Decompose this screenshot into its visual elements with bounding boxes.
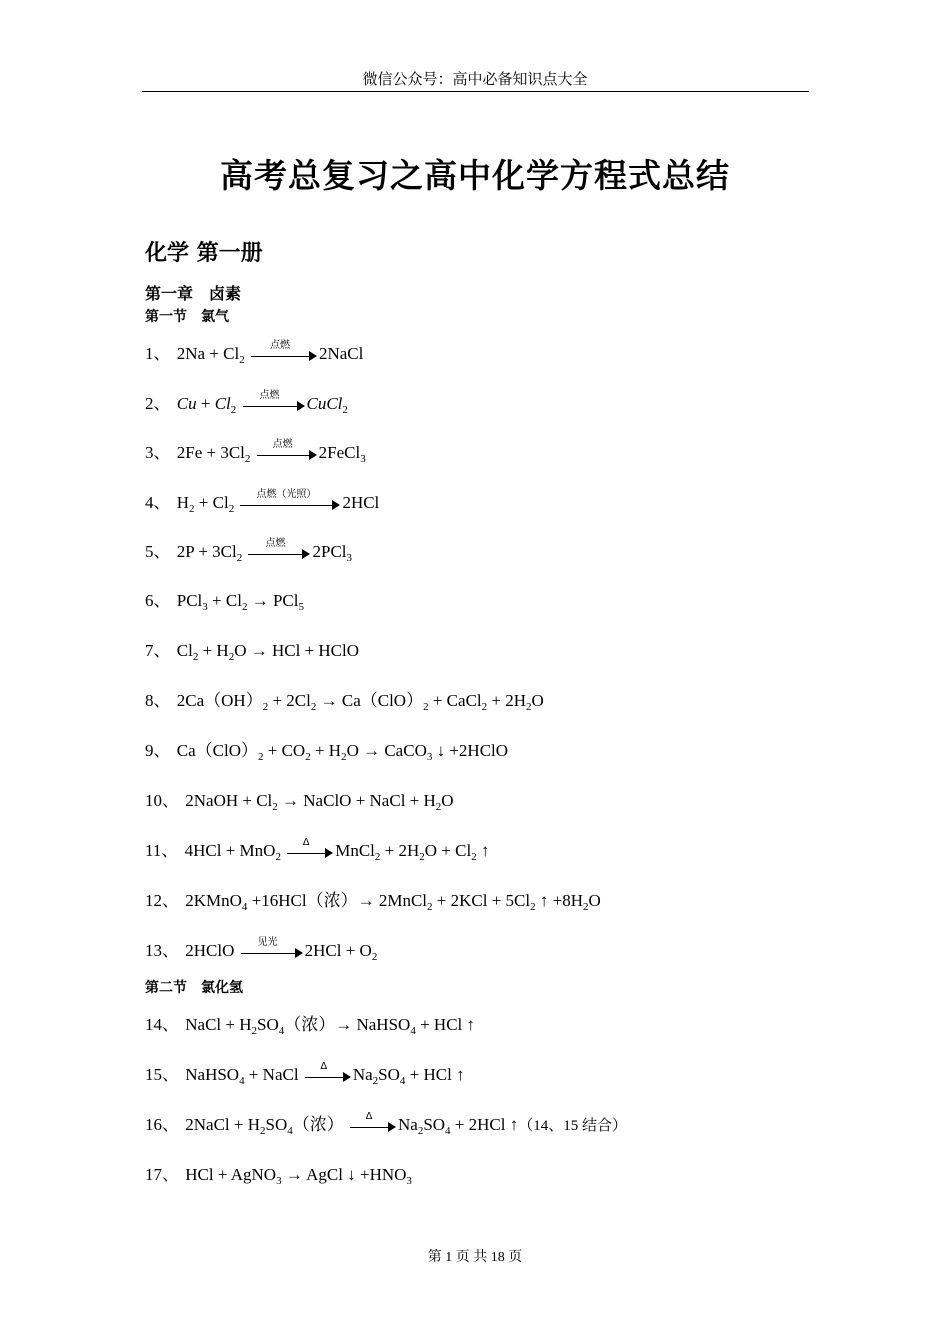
reaction-arrow: [248, 538, 310, 563]
equation-note: （14、15 结合）: [518, 1118, 627, 1134]
reaction-arrow: [257, 439, 317, 464]
header-text: 微信公众号：高中必备知识点大全: [362, 70, 588, 88]
reaction-arrow: [241, 937, 303, 962]
equation-number: 7、: [145, 641, 171, 660]
reaction-arrow: [287, 837, 333, 862]
reaction-arrow: [251, 340, 317, 365]
page-footer: 第 1 页 共 18 页: [427, 1250, 523, 1265]
reaction-condition: Δ: [302, 837, 310, 849]
reaction-arrow: [305, 1061, 351, 1086]
reaction-condition: Δ: [320, 1061, 328, 1073]
equation-8: 8、 $2Ca(OH)_2 + 2Cl_2 \to Ca(ClO)_2$ + CaCl$_2$ + $2H_2O$: [145, 691, 544, 713]
equation-12: 12、 2KMnO$_4$ +16HCl（浓）→ 2MnCl$_2$ + $2KCl + 5Cl_2$ ↑ $+8H_2O$: [145, 891, 601, 913]
book-title: 化学 第一册: [145, 241, 263, 266]
equation-3: 3、 $2Fe + 3Cl_2$ 点燃 2FeCl$_3$: [145, 439, 366, 465]
equation-17: 17、 HCl + AgNO$_3$ → AgCl ↓ $+HNO_3$: [145, 1165, 412, 1187]
reaction-arrow: [240, 489, 340, 514]
equation-5: 5、 $2P + 3Cl_2$ 点燃 2PCl$_3$: [145, 538, 353, 564]
equation-10: 10、 2NaOH + $Cl_2$ → NaClO + NaCl + $H_2O$: [145, 791, 454, 813]
equation-number: 4、: [145, 493, 171, 512]
reaction-condition: 点燃: [265, 538, 286, 550]
equation-16: 16、 2NaCl + $H_2SO_4$（浓） Δ $Na_2SO_4 + 2HCl$ ↑（14、15 结合）: [145, 1111, 627, 1137]
reaction-condition: Δ: [365, 1111, 373, 1123]
equation-2: 2、 $Cu + Cl_2$ 点燃 CuCl$_2$: [145, 390, 348, 416]
equation-number: 2、: [145, 394, 171, 413]
equation-number: 3、: [145, 443, 171, 462]
equation-11: 11、 4HCl + MnO$_2$ Δ MnCl$_2$ + $2H_2O + Cl_2$ ↑: [145, 837, 490, 863]
reaction-condition: 见光: [257, 937, 278, 949]
document-title: 高考总复习之高中化学方程式总结: [220, 156, 730, 195]
equation-number: 6、: [145, 591, 171, 610]
equation-number: 16、: [145, 1115, 179, 1134]
reaction-condition: 点燃: [269, 340, 290, 352]
equation-13: 13、 2HClO 见光 $2HCl + O_2$: [145, 937, 378, 963]
equation-number: 11、: [145, 841, 179, 860]
equation-7: 7、 $Cl_2 + H_2O$ → HCl + HClO: [145, 641, 360, 663]
section-heading-chlorine: 第一节 氯气: [145, 309, 229, 325]
equation-6: 6、 $PCl_3 + Cl_2 \to PCl_5$: [145, 591, 304, 613]
header-divider: [142, 91, 809, 92]
equation-number: 14、: [145, 1015, 179, 1034]
equation-number: 1、: [145, 344, 171, 363]
equation-4: 4、 $H_2 + Cl_2$ 点燃（光照） 2HCl: [145, 489, 380, 515]
equation-14: 14、 NaCl + $H_2SO_4$（浓）→ NaHSO$_4$ + HCl ↑: [145, 1015, 476, 1037]
equation-1: 1、 $2Na + Cl_2$ 点燃 2NaCl: [145, 340, 364, 366]
section-heading-hydrogen-chloride: 第二节 氯化氢: [145, 980, 243, 996]
chapter-heading: 第一章 卤素: [145, 284, 242, 303]
equation-number: 15、: [145, 1065, 179, 1084]
reaction-condition: 点燃: [259, 390, 280, 402]
equation-number: 17、: [145, 1165, 179, 1184]
equation-number: 10、: [145, 791, 179, 810]
reaction-arrow: [243, 390, 305, 415]
equation-number: 13、: [145, 941, 179, 960]
equation-number: 5、: [145, 542, 171, 561]
reaction-condition: 点燃（光照）: [256, 489, 317, 501]
equation-number: 8、: [145, 691, 171, 710]
reaction-arrow: [350, 1111, 396, 1136]
reaction-condition: 点燃: [272, 439, 293, 451]
equation-9: 9、 $Ca(ClO)_2 + CO_2 + H_2O$ → CaCO$_3$ ↓ +2HClO: [145, 741, 509, 763]
equation-15: 15、 NaHSO$_4$ + NaCl Δ $Na_2SO_4$ + HCl ↑: [145, 1061, 465, 1087]
equation-number: 12、: [145, 891, 179, 910]
equation-number: 9、: [145, 741, 171, 760]
